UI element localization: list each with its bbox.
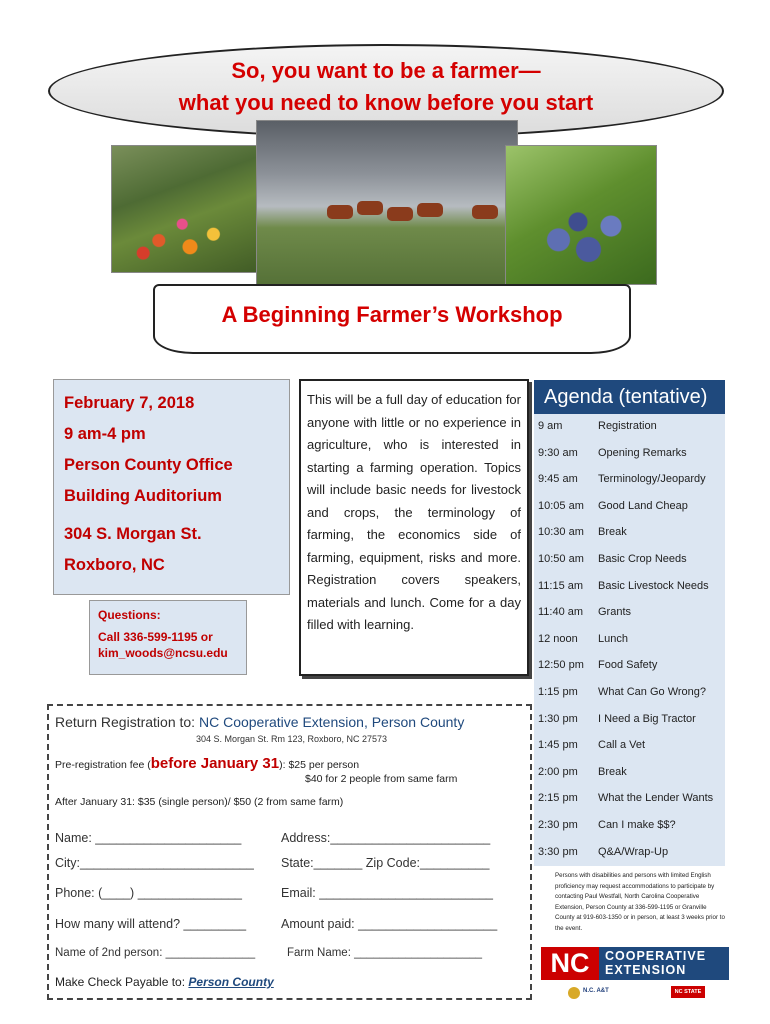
payable-line (55, 975, 274, 989)
agenda-time: 3:30 pm (538, 845, 578, 858)
late-fee: After January 31: $35 (single person)/ $50 (2 from same farm) (55, 796, 344, 808)
agenda-item: I Need a Big Tractor (598, 712, 696, 725)
agenda-time: 10:50 am (538, 552, 584, 565)
agenda-time: 12 noon (538, 632, 578, 645)
agenda-row (534, 707, 725, 734)
garden-photo (111, 145, 269, 273)
agenda-row (534, 547, 725, 574)
agenda-item: Lunch (598, 632, 628, 645)
accessibility-disclaimer: Persons with disabilities and persons with limited English proficiency may request accommodations to participate by contacting Paul Westfall, North Carolina Cooperative Extension, Person County at 336-599-1195 or Granville County at 919-603-1350 or in person, at least 3 weeks prior to the event. (555, 872, 725, 932)
agenda-time: 1:30 pm (538, 712, 578, 725)
cow-shape (357, 201, 383, 215)
event-time: 9 am-4 pm (64, 425, 146, 443)
agenda-item: Food Safety (598, 659, 658, 672)
fee-line-2: $40 for 2 people from same farm (305, 773, 458, 785)
agenda-time: 2:15 pm (538, 792, 578, 805)
attendees-field[interactable]: How many will attend? _________ (55, 917, 247, 931)
agenda-time: 10:30 am (538, 526, 584, 539)
questions-contact-line2[interactable]: kim_woods@ncsu.edu (98, 646, 228, 660)
agenda-item: Basic Crop Needs (598, 552, 687, 565)
fee-prefix: Pre-registration fee ( (55, 759, 151, 771)
agenda-item: Q&A/Wrap-Up (598, 845, 669, 858)
nc-logo-mark: NC (541, 947, 599, 980)
agenda-panel (534, 380, 725, 866)
phone-field[interactable]: Phone: (____) _______________ (55, 886, 242, 900)
agenda-item: Grants (598, 606, 632, 619)
logo-extension: EXTENSION (605, 963, 687, 977)
event-venue-line1: Person County Office (64, 456, 233, 474)
fee-line (55, 755, 359, 772)
agenda-item: Registration (598, 420, 657, 432)
agenda-row (534, 733, 725, 760)
agenda-item: Opening Remarks (598, 446, 687, 459)
title-line-2: what you need to know before you start (178, 90, 594, 115)
agenda-row (534, 813, 725, 840)
payable-to: Person County (188, 975, 274, 989)
workshop-title: A Beginning Farmer’s Workshop (221, 302, 563, 327)
agenda-row (534, 520, 725, 547)
nc-logo-text (599, 947, 729, 980)
questions-label: Questions: (98, 608, 161, 622)
agenda-item: Terminology/Jeopardy (598, 473, 706, 486)
agenda-row (534, 414, 725, 441)
agenda-item: What the Lender Wants (598, 792, 714, 805)
agenda-list (534, 414, 725, 866)
agenda-time: 9:30 am (538, 446, 578, 459)
blueberries-photo (505, 145, 657, 285)
registration-form (47, 704, 532, 1000)
agenda-item: Can I make $$? (598, 818, 676, 831)
second-person-field[interactable]: Name of 2nd person: ______________ (55, 947, 256, 959)
agenda-row (534, 574, 725, 601)
agenda-row (534, 600, 725, 627)
fee-deadline: before January 31 (150, 755, 280, 772)
nc-cooperative-extension-logo (541, 947, 729, 980)
cow-shape (327, 205, 353, 219)
agenda-item: Break (598, 526, 627, 539)
form-address: 304 S. Morgan St. Rm 123, Roxboro, NC 27573 (195, 734, 388, 744)
farm-name-field[interactable]: Farm Name: ____________________ (287, 947, 483, 959)
event-date: February 7, 2018 (64, 394, 195, 412)
agenda-time: 10:05 am (538, 499, 584, 512)
agenda-row (534, 441, 725, 468)
questions-box (89, 600, 247, 675)
agenda-time: 9 am (538, 420, 563, 432)
agenda-row (534, 627, 725, 654)
agenda-row (534, 467, 725, 494)
nc-state-logo: NC STATE (671, 986, 705, 998)
cow-shape (387, 207, 413, 221)
form-title-org: NC Cooperative Extension, Person County (198, 714, 465, 730)
agenda-item: Basic Livestock Needs (598, 579, 709, 592)
cow-shape (417, 203, 443, 217)
agenda-item: Break (598, 765, 627, 778)
agenda-time: 12:50 pm (538, 659, 584, 672)
address-field[interactable]: Address:_______________________ (281, 831, 491, 845)
event-street: 304 S. Morgan St. (64, 525, 202, 543)
agenda-item: Call a Vet (598, 739, 646, 752)
questions-contact-line1: Call 336-599-1195 or (98, 630, 213, 644)
form-title-prefix: Return Registration to: (55, 714, 199, 730)
event-venue-line2: Building Auditorium (64, 487, 222, 505)
city-field[interactable]: City:_________________________ (55, 856, 254, 870)
cattle-pasture-photo (256, 120, 518, 300)
email-field[interactable]: Email: _________________________ (281, 886, 493, 900)
logo-cooperative: COOPERATIVE (605, 949, 707, 963)
agenda-row (534, 760, 725, 787)
agenda-time: 1:15 pm (538, 685, 578, 698)
aandt-text: N.C. A&T (583, 988, 609, 994)
agenda-time: 2:00 pm (538, 765, 578, 778)
agenda-row (534, 786, 725, 813)
agenda-row (534, 680, 725, 707)
agenda-item: What Can Go Wrong? (598, 685, 707, 698)
page-title (48, 55, 724, 119)
agenda-item: Good Land Cheap (598, 499, 688, 512)
amount-paid-field[interactable]: Amount paid: ____________________ (281, 917, 498, 931)
agenda-title: Agenda (tentative) (534, 380, 725, 414)
agenda-time: 1:45 pm (538, 739, 578, 752)
agenda-row (534, 653, 725, 680)
agenda-time: 2:30 pm (538, 818, 578, 831)
form-title (55, 714, 464, 730)
agenda-time: 9:45 am (538, 473, 578, 486)
name-field[interactable]: Name: _____________________ (55, 831, 242, 845)
cow-shape (472, 205, 498, 219)
agenda-time: 11:40 am (538, 606, 584, 619)
agenda-time: 11:15 am (538, 579, 584, 592)
aandt-seal-icon (568, 987, 580, 999)
event-city: Roxboro, NC (64, 556, 165, 574)
nc-aandt-logo (568, 984, 626, 1004)
agenda-row (534, 840, 725, 867)
title-line-1: So, you want to be a farmer— (231, 58, 541, 83)
workshop-description: This will be a full day of education for anyone with little or no experience in agriculture, who is interested in starting a farming operation. Topics will include basic needs for livestock and crops, the terminology of farming, the economics side of farming, equipment, risks and more. Registration covers speakers, materials and lunch. Come for a day filled with learning. (299, 379, 529, 676)
state-zip-field[interactable]: State:_______ Zip Code:__________ (281, 856, 490, 870)
payable-prefix: Make Check Payable to: (55, 975, 189, 989)
agenda-row (534, 494, 725, 521)
event-info-box (53, 379, 290, 595)
fee-suffix: ): $25 per person (279, 759, 360, 771)
